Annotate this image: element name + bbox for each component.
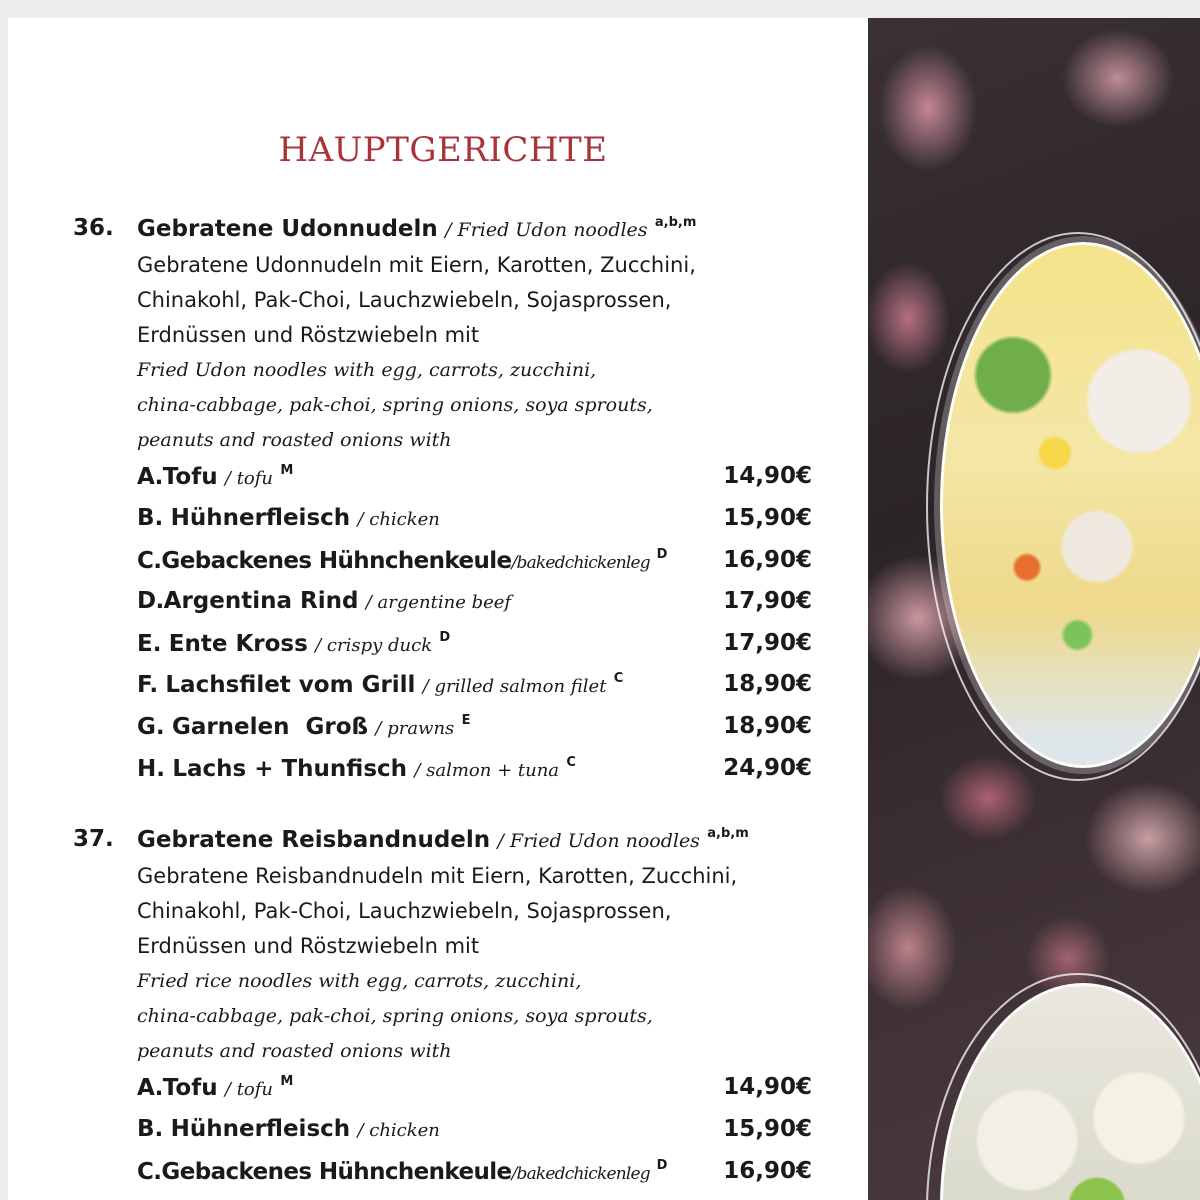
- description-de-line: Erdnüssen und Röstzwiebeln mit: [137, 323, 480, 347]
- option-label: [137, 713, 471, 740]
- option-label: [137, 1116, 440, 1142]
- allergen-codes: a,b,m: [654, 215, 697, 230]
- section-heading: HAUPTGERICHTE: [278, 130, 608, 170]
- option-name-en: / argentine beef: [365, 592, 512, 613]
- option-letter: H.: [137, 756, 165, 782]
- dish-title: [137, 215, 696, 242]
- option-price: 17,90€: [723, 630, 812, 656]
- description-en-line: china-cabbage, pak-choi, spring onions, soya sprouts,: [137, 394, 653, 416]
- menu-option: [137, 588, 812, 622]
- menu-option: [137, 1074, 812, 1108]
- option-name-en: /bakedchickenleg: [511, 1164, 650, 1184]
- option-label: [137, 1074, 293, 1101]
- option-letter: B.: [137, 505, 164, 531]
- option-letter: F.: [137, 672, 159, 698]
- option-name-en: / crispy duck: [315, 635, 433, 656]
- menu-option: [137, 755, 812, 789]
- option-price: 14,90€: [723, 1074, 812, 1100]
- description-de-line: Chinakohl, Pak-Choi, Lauchzwiebeln, Sojasprossen,: [137, 899, 672, 923]
- description-en-line: Fried Udon noodles with egg, carrots, zucchini,: [137, 359, 597, 381]
- option-name-en: / tofu: [224, 468, 274, 489]
- option-label: [137, 463, 293, 490]
- option-name: Garnelen Groß: [171, 714, 369, 740]
- description-en-line: peanuts and roasted onions with: [137, 1040, 452, 1062]
- option-name: Argentina Rind: [163, 588, 359, 614]
- option-letter: A.: [137, 1075, 163, 1101]
- dish-number: 36.: [73, 215, 114, 241]
- option-allergen: D: [656, 1158, 667, 1173]
- option-label: [137, 588, 511, 614]
- option-name-en: / salmon + tuna: [414, 760, 560, 781]
- option-price: 18,90€: [723, 713, 812, 739]
- option-letter: C.: [137, 548, 162, 574]
- option-name-en: / grilled salmon filet: [422, 676, 607, 697]
- option-name: Ente Kross: [168, 631, 308, 657]
- description-de-line: Gebratene Udonnudeln mit Eiern, Karotten, Zucchini,: [137, 253, 696, 277]
- dish-name: Gebratene Reisbandnudeln: [137, 827, 491, 853]
- option-name: Hühnerfleisch: [170, 505, 351, 531]
- option-label: [137, 630, 450, 657]
- option-price: 15,90€: [723, 505, 812, 531]
- option-name: Hühnerfleisch: [170, 1116, 351, 1142]
- dish-name: Gebratene Udonnudeln: [137, 216, 438, 242]
- menu-option: [137, 505, 812, 539]
- description-en-line: peanuts and roasted onions with: [137, 429, 452, 451]
- menu-option: [137, 1116, 812, 1150]
- dish-name-en: / Fried Udon noodles: [445, 219, 648, 241]
- option-price: 16,90€: [723, 1158, 812, 1184]
- menu-option: [137, 671, 812, 705]
- option-label: [137, 755, 576, 782]
- option-price: 24,90€: [723, 755, 812, 781]
- option-price: 15,90€: [723, 1116, 812, 1142]
- dish-name-en: / Fried Udon noodles: [497, 830, 700, 852]
- option-name: Tofu: [162, 1075, 218, 1101]
- option-name: Lachsfilet vom Grill: [165, 672, 416, 698]
- option-label: [137, 505, 440, 531]
- option-name-en: /bakedchickenleg: [511, 553, 650, 573]
- option-letter: A.: [137, 464, 163, 490]
- option-allergen: M: [280, 463, 294, 478]
- menu-option: [137, 547, 812, 581]
- option-allergen: E: [461, 713, 471, 728]
- option-name-en: / chicken: [357, 1120, 440, 1141]
- option-allergen: D: [656, 547, 667, 562]
- option-letter: C.: [137, 1159, 162, 1185]
- menu-option: [137, 463, 812, 497]
- description-de-line: Chinakohl, Pak-Choi, Lauchzwiebeln, Sojasprossen,: [137, 288, 672, 312]
- allergen-codes: a,b,m: [707, 826, 749, 841]
- option-label: [137, 1158, 667, 1185]
- option-name: Gebackenes Hühnchenkeule: [161, 1159, 512, 1185]
- food-photo-panel: [868, 18, 1200, 1200]
- option-price: 17,90€: [723, 588, 812, 614]
- option-letter: D.: [137, 588, 164, 614]
- option-name-en: / tofu: [224, 1079, 274, 1100]
- option-price: 18,90€: [723, 671, 812, 697]
- dish-title: [137, 826, 749, 853]
- description-de-line: Gebratene Reisbandnudeln mit Eiern, Karotten, Zucchini,: [137, 864, 738, 888]
- option-name: Tofu: [162, 464, 218, 490]
- option-price: 14,90€: [723, 463, 812, 489]
- option-letter: B.: [137, 1116, 164, 1142]
- description-de-line: Erdnüssen und Röstzwiebeln mit: [137, 934, 480, 958]
- description-en-line: china-cabbage, pak-choi, spring onions, soya sprouts,: [137, 1005, 653, 1027]
- option-allergen: C: [613, 671, 624, 686]
- option-letter: G.: [137, 714, 165, 740]
- option-allergen: C: [566, 755, 576, 770]
- menu-option: [137, 713, 812, 747]
- menu-option: [137, 1158, 812, 1192]
- menu-option: [137, 630, 812, 664]
- option-name: Gebackenes Hühnchenkeule: [161, 548, 512, 574]
- option-price: 16,90€: [723, 547, 812, 573]
- option-allergen: D: [439, 630, 451, 645]
- description-en-line: Fried rice noodles with egg, carrots, zucchini,: [137, 970, 582, 992]
- option-label: [137, 547, 667, 574]
- option-label: [137, 671, 623, 698]
- option-name: Lachs + Thunfisch: [172, 756, 408, 782]
- option-letter: E.: [137, 631, 162, 657]
- option-name-en: / chicken: [357, 509, 440, 530]
- dish-number: 37.: [73, 826, 114, 852]
- option-allergen: M: [280, 1074, 294, 1089]
- option-name-en: / prawns: [375, 718, 455, 739]
